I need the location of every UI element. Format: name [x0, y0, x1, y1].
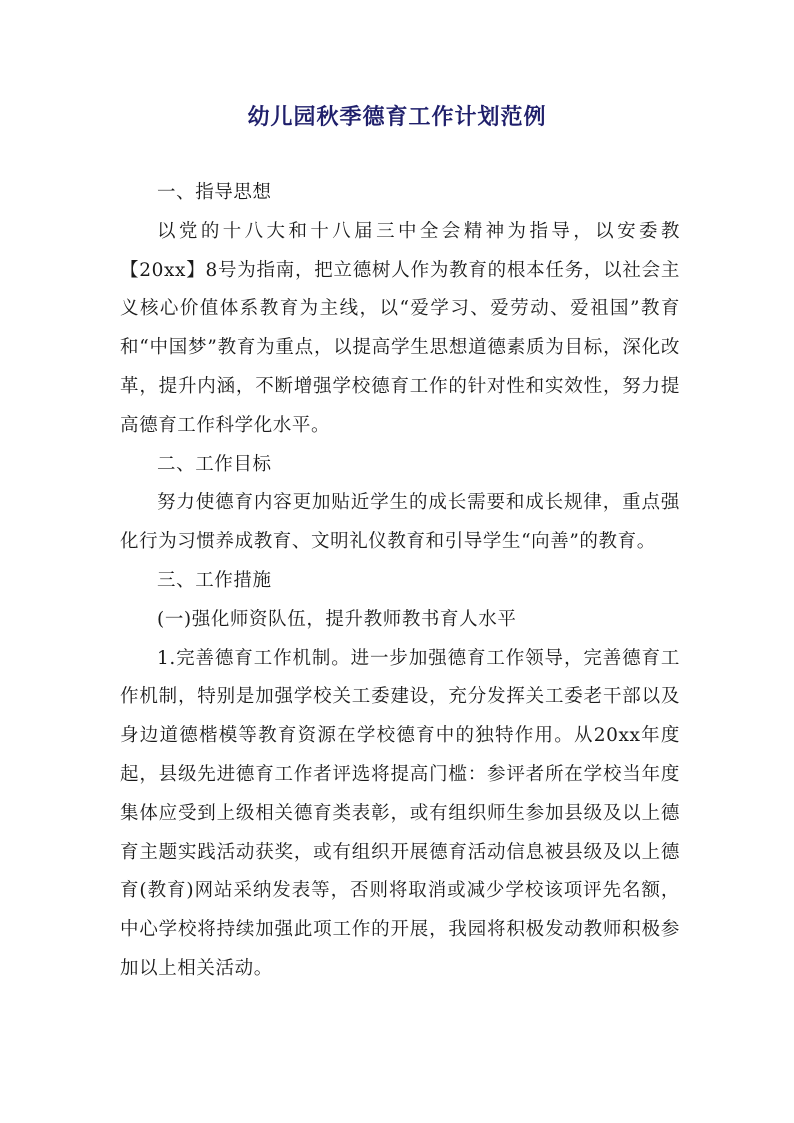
subsection-heading-teacher-team: (一)强化师资队伍，提升教师教书育人水平: [157, 608, 517, 630]
paragraph-moral-education-mechanism: 1.完善德育工作机制。进一步加强德育工作领导，完善德育工作机制，特别是加强学校关工委建设，充分发挥关工委老干部以及身边道德楷模等教育资源在学校德育中的独特作用。从20xx年度起，县级先进德育工作者评选将提高门槛：参评者所在学校当年度集体应受到上级相关德育类表彰，或有组织师生参加县级及以上德育主题实践活动获奖，或有组织开展德育活动信息被县级及以上德育(教育)网站采纳发表等，否则将取消或减少学校该项评先名额，中心学校将持续加强此项工作的开展，我园将积极发动教师积极参加以上相关活动。: [120, 647, 680, 979]
paragraph-guiding-ideology: 以党的十八大和十八届三中全会精神为指导，以安委教【20xx】8号为指南，把立德树人作为教育的根本任务，以社会主义核心价值体系教育为主线，以“爱学习、爱劳动、爱祖国”教育和“中国梦”教育为重点，以提高学生思想道德素质为目标，深化改革，提升内涵，不断增强学校德育工作的针对性和实效性，努力提高德育工作科学化水平。: [120, 220, 680, 436]
section-heading-work-measures: 三、工作措施: [157, 569, 272, 591]
paragraph-work-goals: 努力使德育内容更加贴近学生的成长需要和成长规律，重点强化行为习惯养成教育、文明礼仪教育和引导学生“向善”的教育。: [120, 492, 680, 553]
document-body: [120, 174, 680, 989]
section-heading-work-goals: 二、工作目标: [157, 453, 272, 475]
document-title: 幼儿园秋季德育工作计划范例: [247, 104, 547, 130]
section-heading-guiding-ideology: 一、指导思想: [157, 182, 272, 203]
